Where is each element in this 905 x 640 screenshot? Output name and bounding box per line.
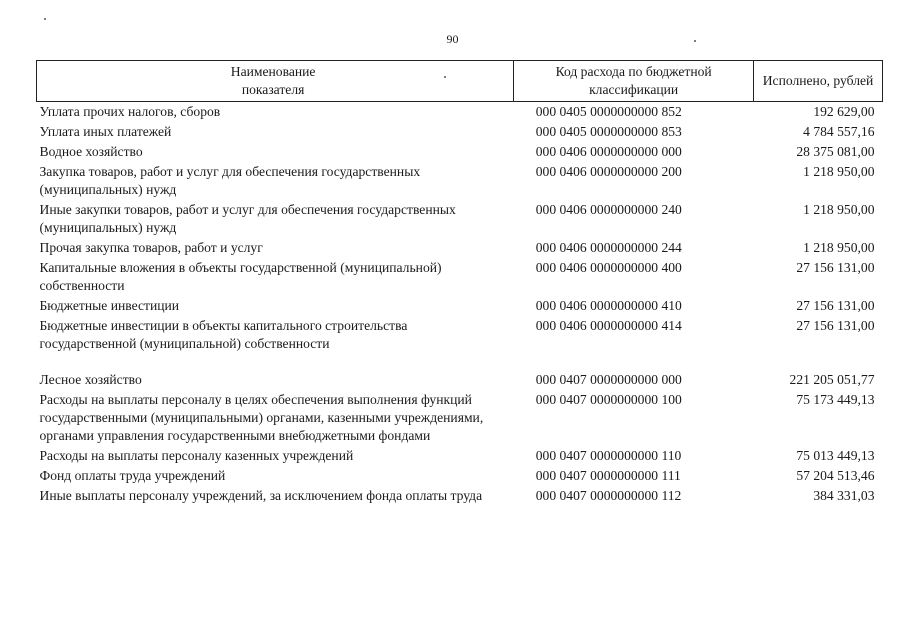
table-row [37,238,883,258]
row-name: Уплата прочих налогов, сборов [39,104,221,119]
header-name-line2: показателя [241,82,305,97]
row-code: 000 0407 0000000000 000 [535,372,682,387]
table-row [37,162,883,200]
blank-cell [37,354,514,370]
row-name: Закупка товаров, работ и услуг для обеспечения государственных (муниципальных) нужд [39,164,421,197]
row-name: Водное хозяйство [39,144,143,159]
row-name: Фонд оплаты труда учреждений [39,468,226,483]
header-code [514,61,754,102]
row-name: Иные выплаты персоналу учреждений, за исключением фонда оплаты труда [39,488,483,503]
row-amount: 27 156 131,00 [796,298,875,313]
row-name: Уплата иных платежей [39,124,172,139]
table-row [37,486,883,506]
row-code: 000 0407 0000000000 112 [535,488,682,503]
header-amount: Исполнено, рублей [754,61,883,102]
row-code: 000 0405 0000000000 853 [535,124,682,139]
table-row [37,316,883,354]
budget-execution-table [36,60,883,506]
table-row [37,122,883,142]
blank-cell [514,354,754,370]
row-amount: 221 205 051,77 [789,372,875,387]
row-amount: 1 218 950,00 [803,164,875,179]
table-row [37,370,883,390]
table-row [37,142,883,162]
page-number: 90 [446,32,459,46]
row-code: 000 0405 0000000000 852 [535,104,682,119]
table-row [37,102,883,123]
row-code: 000 0406 0000000000 410 [535,298,682,313]
row-name: Бюджетные инвестиции в объекты капитального строительства государственной (муниципальной) собственности [39,318,408,351]
row-amount: 27 156 131,00 [796,318,875,333]
table-row [37,258,883,296]
row-name: Расходы на выплаты персоналу казенных учреждений [39,448,354,463]
header-name-line1: Наименование [230,64,316,79]
scan-speck [44,18,46,20]
row-code: 000 0406 0000000000 414 [535,318,682,333]
row-amount: 1 218 950,00 [803,240,875,255]
row-name: Лесное хозяйство [39,372,142,387]
row-amount: 75 013 449,13 [796,448,875,463]
row-amount: 57 204 513,46 [796,468,875,483]
table-row [37,466,883,486]
header-code-line2: классификации [589,82,679,97]
row-code: 000 0406 0000000000 400 [535,260,682,275]
table-row [37,446,883,466]
row-amount: 384 331,03 [813,488,875,503]
row-code: 000 0406 0000000000 000 [535,144,682,159]
row-code: 000 0407 0000000000 100 [535,392,682,407]
row-amount: 1 218 950,00 [803,202,875,217]
table-row [37,296,883,316]
row-amount: 28 375 081,00 [796,144,875,159]
row-name: Прочая закупка товаров, работ и услуг [39,240,263,255]
row-code: 000 0407 0000000000 111 [535,468,681,483]
row-amount: 27 156 131,00 [796,260,875,275]
blank-cell [754,354,883,370]
row-amount: 75 173 449,13 [796,392,875,407]
row-amount: 192 629,00 [813,104,875,119]
row-name: Иные закупки товаров, работ и услуг для обеспечения государственных (муниципальных) нужд [39,202,456,235]
row-name: Бюджетные инвестиции [39,298,180,313]
table-header-row [37,61,883,102]
table-row [37,200,883,238]
table-row [37,390,883,446]
header-code-line1: Код расхода по бюджетной [555,64,712,79]
row-code: 000 0406 0000000000 244 [535,240,682,255]
blank-row [37,354,883,370]
row-amount: 4 784 557,16 [803,124,875,139]
header-name [37,61,514,102]
row-code: 000 0406 0000000000 200 [535,164,682,179]
row-code: 000 0407 0000000000 110 [535,448,682,463]
scan-speck [694,40,696,42]
row-name: Капитальные вложения в объекты государственной (муниципальной) собственности [39,260,442,293]
row-name: Расходы на выплаты персоналу в целях обеспечения выполнения функций государственными (муниципальными) органами, казенными учреждениями, органами управления государственными внебюджетными фондами [39,392,484,443]
row-code: 000 0406 0000000000 240 [535,202,682,217]
